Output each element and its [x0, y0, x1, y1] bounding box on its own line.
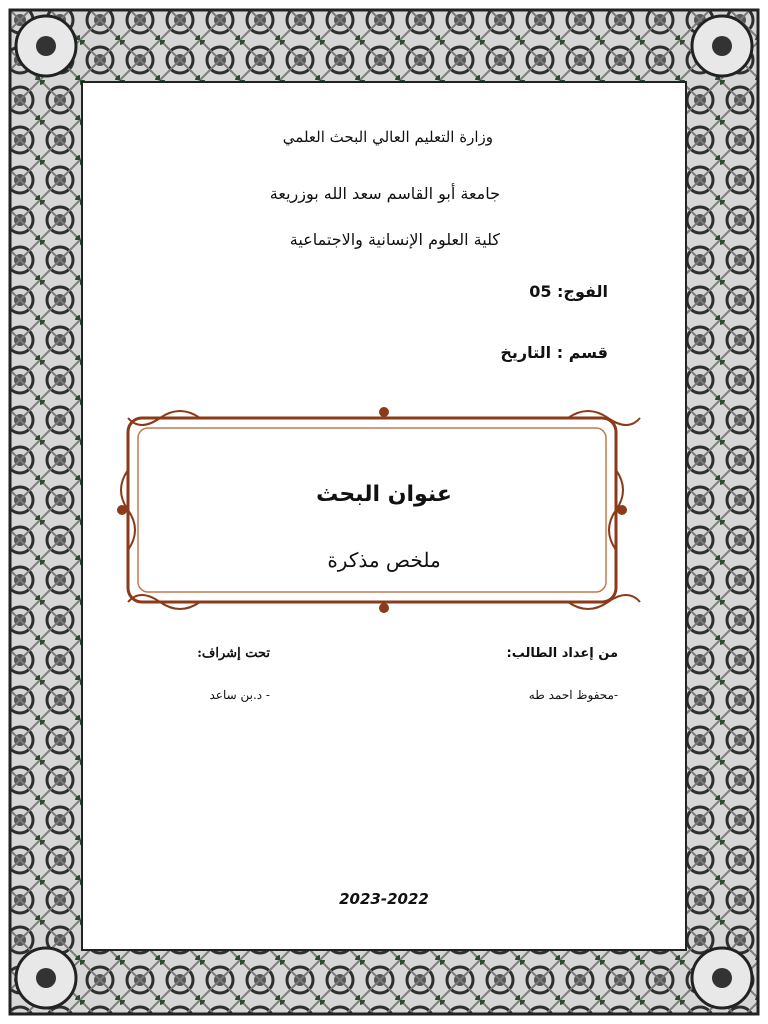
academic-year: 2023-2022	[339, 890, 429, 908]
faculty-name: كلية العلوم الإنسانية والاجتماعية	[289, 230, 500, 249]
ministry-name: وزارة التعليم العالي البحث العلمي	[282, 128, 493, 146]
group-number: الفوج: 05	[529, 282, 608, 301]
prepared-by-label: من إعداد الطالب:	[506, 646, 618, 661]
student-name: -محفوظ احمد طه	[528, 688, 618, 702]
supervisor-name: - د.بن ساعد	[209, 688, 270, 702]
research-title: عنوان البحث	[316, 482, 452, 507]
supervised-by-label: تحت إشراف:	[197, 646, 270, 661]
document-subtitle: ملخص مذكرة	[327, 548, 441, 572]
university-name: جامعة أبو القاسم سعد الله بوزريعة	[269, 184, 500, 203]
department-name: قسم : التاريخ	[500, 343, 608, 362]
